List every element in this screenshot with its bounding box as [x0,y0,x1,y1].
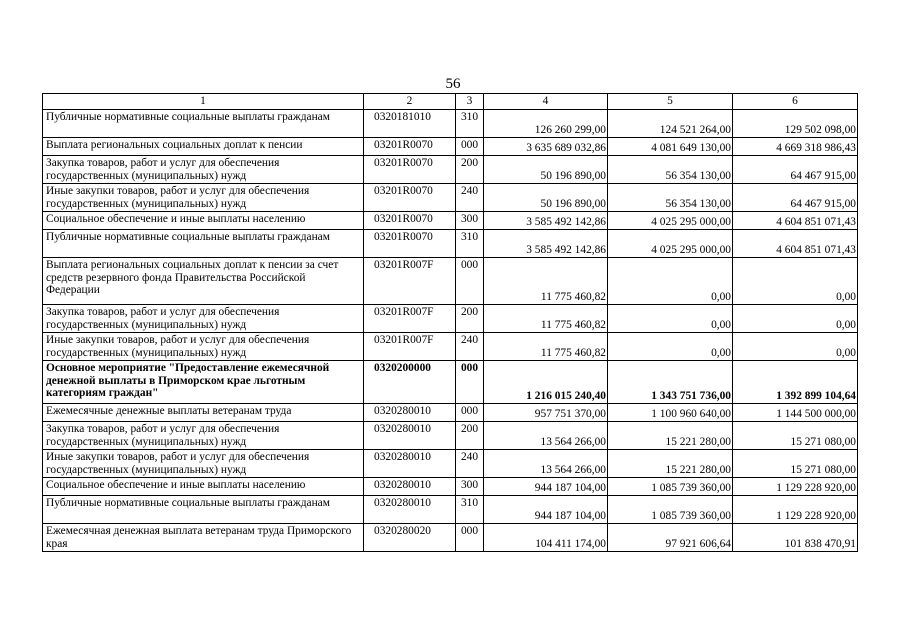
column-header: 5 [608,94,733,110]
table-row [43,212,858,230]
row-value-cell: 126 260 299,00 [484,110,608,138]
table-row [43,422,858,450]
row-code-cell: 03201R0070 [364,156,456,184]
row-value-cell: 129 502 098,00 [733,110,858,138]
table-row [43,230,858,258]
row-name-cell: Закупка товаров, работ и услуг для обеспечения государственных (муниципальных) нужд [43,156,364,184]
row-csr-cell: 240 [456,184,484,212]
table-row [43,478,858,496]
row-csr-cell: 240 [456,333,484,361]
table-row [43,184,858,212]
row-name-cell: Выплата региональных социальных доплат к пенсии за счет средств резервного фонда Правительства Российской Федерации [43,258,364,305]
row-code-cell: 0320280010 [364,496,456,524]
table-row [43,450,858,478]
row-value-cell: 0,00 [608,305,733,333]
row-value-cell: 4 025 295 000,00 [608,230,733,258]
row-code-cell: 03201R0070 [364,138,456,156]
row-name-cell: Закупка товаров, работ и услуг для обеспечения государственных (муниципальных) нужд [43,305,364,333]
row-name-cell: Социальное обеспечение и иные выплаты населению [43,478,364,496]
row-value-cell: 64 467 915,00 [733,156,858,184]
row-csr-cell: 300 [456,478,484,496]
row-csr-cell: 310 [456,496,484,524]
row-code-cell: 0320280010 [364,478,456,496]
row-value-cell: 1 392 899 104,64 [733,361,858,404]
row-value-cell: 0,00 [608,333,733,361]
row-value-cell: 50 196 890,00 [484,184,608,212]
column-header: 2 [364,94,456,110]
row-code-cell: 0320181010 [364,110,456,138]
row-value-cell: 56 354 130,00 [608,156,733,184]
row-value-cell: 0,00 [608,258,733,305]
row-value-cell: 1 129 228 920,00 [733,478,858,496]
row-code-cell: 0320200000 [364,361,456,404]
row-name-cell: Иные закупки товаров, работ и услуг для обеспечения государственных (муниципальных) нужд [43,184,364,212]
row-code-cell: 03201R007F [364,333,456,361]
row-name-cell: Иные закупки товаров, работ и услуг для обеспечения государственных (муниципальных) нужд [43,450,364,478]
row-csr-cell: 000 [456,404,484,422]
page-number: 56 [445,76,461,92]
table-row [43,305,858,333]
column-header: 3 [456,94,484,110]
row-name-cell: Публичные нормативные социальные выплаты гражданам [43,230,364,258]
row-value-cell: 4 604 851 071,43 [733,212,858,230]
row-value-cell: 1 085 739 360,00 [608,478,733,496]
row-name-cell: Выплата региональных социальных доплат к пенсии [43,138,364,156]
row-code-cell: 0320280010 [364,450,456,478]
table-row [43,138,858,156]
table-row [43,496,858,524]
row-value-cell: 1 216 015 240,40 [484,361,608,404]
row-value-cell: 944 187 104,00 [484,478,608,496]
row-value-cell: 13 564 266,00 [484,422,608,450]
column-header: 6 [733,94,858,110]
row-value-cell: 0,00 [733,305,858,333]
table-row [43,156,858,184]
row-value-cell: 1 129 228 920,00 [733,496,858,524]
row-name-cell: Ежемесячная денежная выплата ветеранам труда Приморского края [43,524,364,552]
row-value-cell: 1 100 960 640,00 [608,404,733,422]
budget-table [42,93,858,552]
row-code-cell: 03201R0070 [364,212,456,230]
row-code-cell: 03201R007F [364,258,456,305]
row-csr-cell: 200 [456,305,484,333]
table-row [43,524,858,552]
header-row [43,94,858,110]
row-code-cell: 03201R0070 [364,230,456,258]
row-code-cell: 0320280010 [364,422,456,450]
row-csr-cell: 240 [456,450,484,478]
row-code-cell: 03201R0070 [364,184,456,212]
row-value-cell: 11 775 460,82 [484,333,608,361]
row-code-cell: 0320280020 [364,524,456,552]
table-row [43,361,858,404]
row-value-cell: 4 669 318 986,43 [733,138,858,156]
row-value-cell: 957 751 370,00 [484,404,608,422]
row-value-cell: 4 604 851 071,43 [733,230,858,258]
table-row [43,333,858,361]
row-name-cell: Публичные нормативные социальные выплаты гражданам [43,110,364,138]
row-value-cell: 11 775 460,82 [484,305,608,333]
row-csr-cell: 000 [456,138,484,156]
row-name-cell: Иные закупки товаров, работ и услуг для обеспечения государственных (муниципальных) нужд [43,333,364,361]
column-header: 1 [43,94,364,110]
row-value-cell: 944 187 104,00 [484,496,608,524]
row-csr-cell: 310 [456,110,484,138]
row-value-cell: 0,00 [733,333,858,361]
row-value-cell: 97 921 606,64 [608,524,733,552]
row-value-cell: 15 221 280,00 [608,450,733,478]
row-csr-cell: 000 [456,258,484,305]
row-value-cell: 15 271 080,00 [733,450,858,478]
row-csr-cell: 310 [456,230,484,258]
row-value-cell: 3 585 492 142,86 [484,212,608,230]
row-value-cell: 64 467 915,00 [733,184,858,212]
row-value-cell: 56 354 130,00 [608,184,733,212]
row-csr-cell: 000 [456,361,484,404]
row-value-cell: 3 585 492 142,86 [484,230,608,258]
row-value-cell: 4 081 649 130,00 [608,138,733,156]
table-row [43,110,858,138]
row-csr-cell: 200 [456,156,484,184]
row-value-cell: 0,00 [733,258,858,305]
row-name-cell: Основное мероприятие "Предоставление ежемесячной денежной выплаты в Приморском крае льготным категориям граждан" [43,361,364,404]
row-csr-cell: 200 [456,422,484,450]
row-value-cell: 4 025 295 000,00 [608,212,733,230]
row-value-cell: 13 564 266,00 [484,450,608,478]
row-value-cell: 50 196 890,00 [484,156,608,184]
row-value-cell: 124 521 264,00 [608,110,733,138]
row-value-cell: 15 271 080,00 [733,422,858,450]
row-value-cell: 101 838 470,91 [733,524,858,552]
row-value-cell: 11 775 460,82 [484,258,608,305]
row-value-cell: 3 635 689 032,86 [484,138,608,156]
column-header: 4 [484,94,608,110]
row-value-cell: 1 085 739 360,00 [608,496,733,524]
row-value-cell: 1 343 751 736,00 [608,361,733,404]
row-name-cell: Закупка товаров, работ и услуг для обеспечения государственных (муниципальных) нужд [43,422,364,450]
row-value-cell: 104 411 174,00 [484,524,608,552]
row-value-cell: 1 144 500 000,00 [733,404,858,422]
row-name-cell: Публичные нормативные социальные выплаты гражданам [43,496,364,524]
table-body [43,110,858,552]
row-csr-cell: 300 [456,212,484,230]
row-name-cell: Социальное обеспечение и иные выплаты населению [43,212,364,230]
row-code-cell: 03201R007F [364,305,456,333]
row-value-cell: 15 221 280,00 [608,422,733,450]
row-csr-cell: 000 [456,524,484,552]
table-row [43,258,858,305]
row-code-cell: 0320280010 [364,404,456,422]
table-row [43,404,858,422]
row-name-cell: Ежемесячные денежные выплаты ветеранам труда [43,404,364,422]
